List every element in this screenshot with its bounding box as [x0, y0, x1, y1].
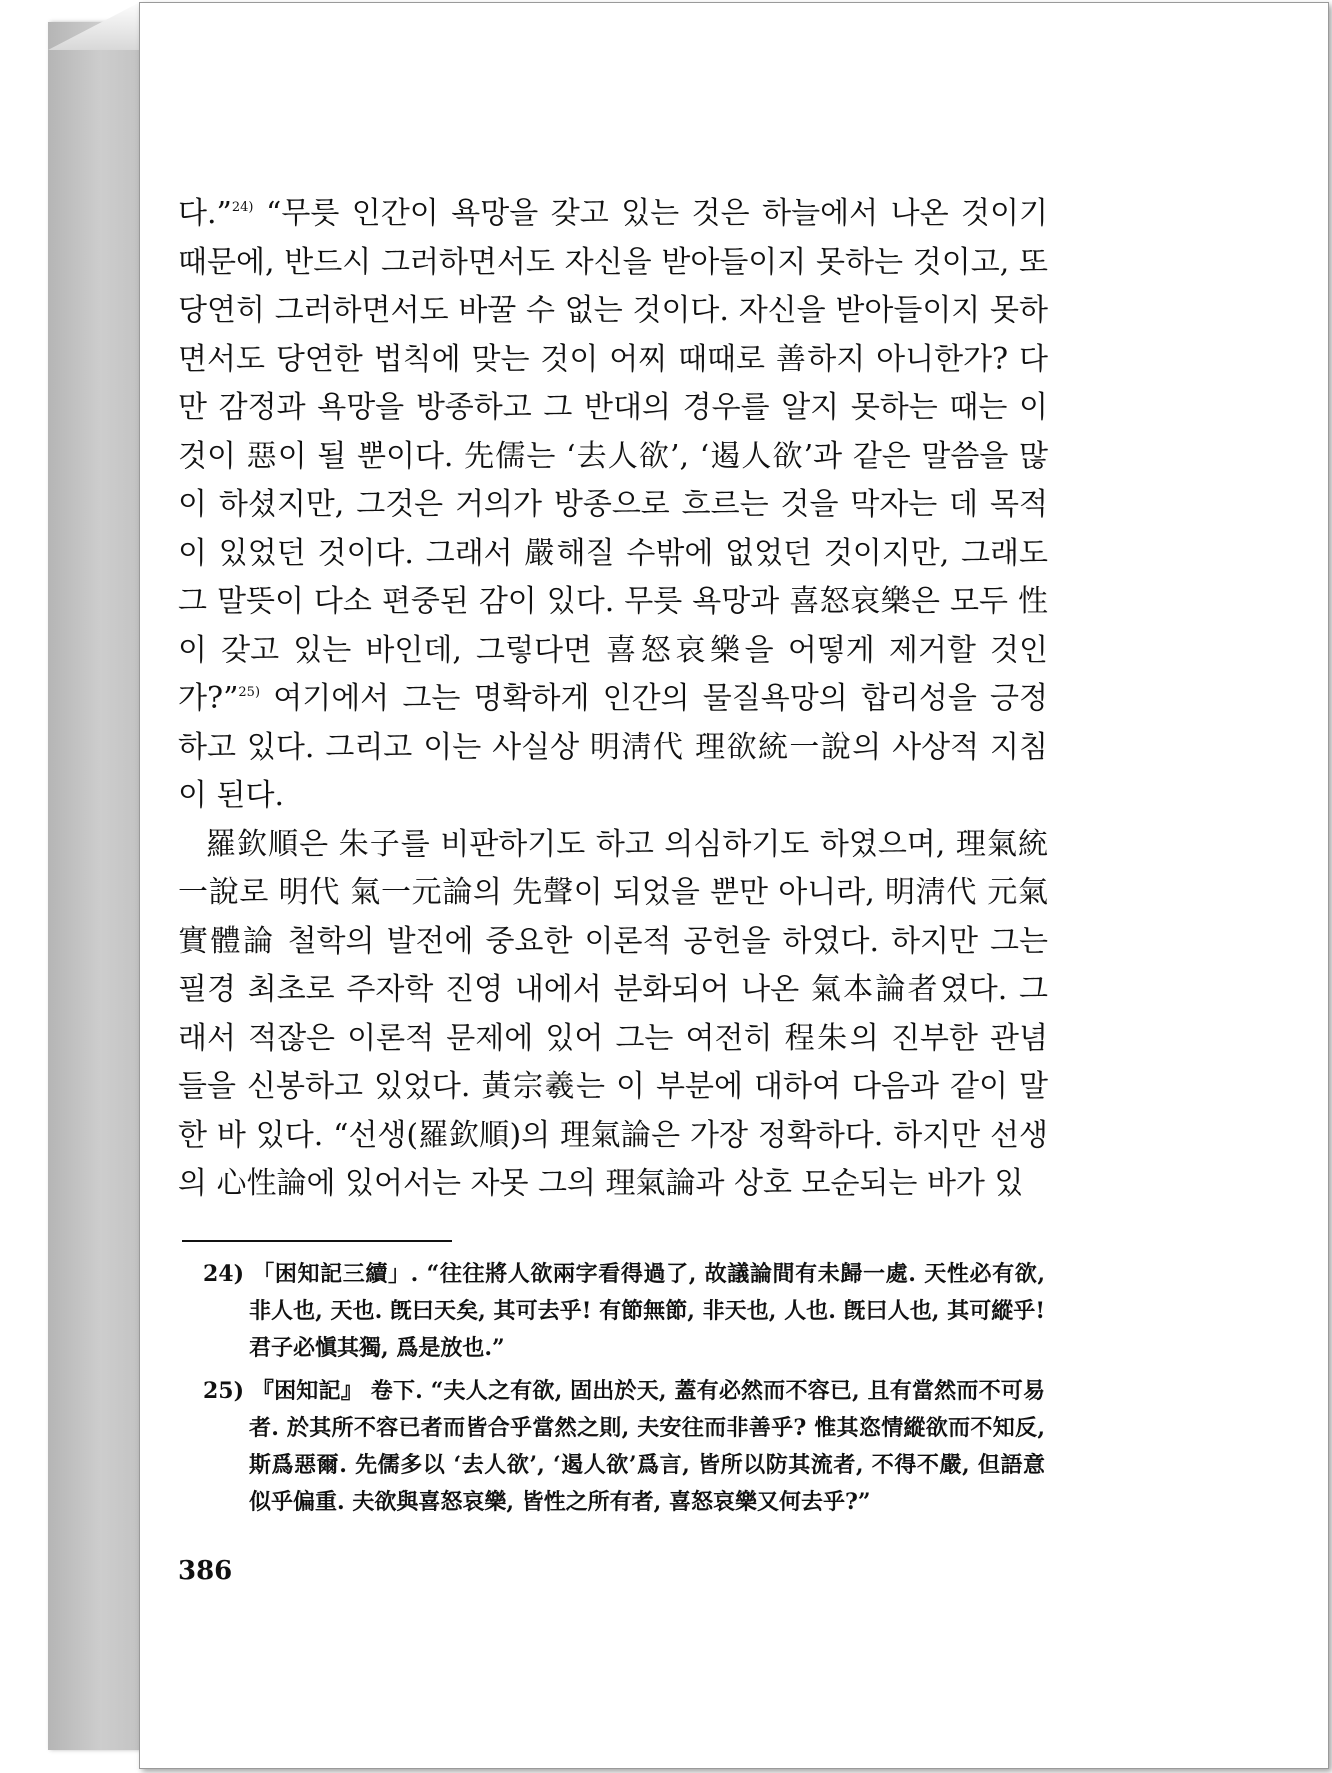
footnote-ref-25[interactable]: 25): [238, 685, 261, 700]
paragraph-1: [178, 190, 1048, 821]
footnote-divider: [182, 1240, 452, 1242]
page-number: 386: [178, 1556, 233, 1586]
para1-part-1: 다.”: [178, 196, 232, 231]
footnote-ref-24[interactable]: 24): [231, 200, 254, 215]
footnotes: [203, 1256, 1045, 1527]
paragraph-2: 羅欽順은 朱子를 비판하기도 하고 의심하기도 하였으며, 理氣統一說로 明代 氣一元論의 先聲이 되었을 뿐만 아니라, 明淸代 元氣實體論 철학의 발전에 중요한 이론적 공헌을 하였다. 하지만 그는 필경 최초로 주자학 진영 내에서 분화되어 나온 氣本論者였다. 그래서 적잖은 이론적 문제에 있어 그는 여전히 程朱의 진부한 관념들을 신봉하고 있었다. 黃宗羲는 이 부분에 대하여 다음과 같이 말한 바 있다. “선생(羅欽順)의 理氣論은 가장 정확하다. 하지만 선생의 心性論에 있어서는 자못 그의 理氣論과 상호 모순되는 바가 있: [178, 826, 1048, 1201]
footnote-24: 24) 「困知記三續」. “往往將人欲兩字看得過了, 故議論間有未歸一處. 天性必有欲, 非人也, 天也. 旣曰天矣, 其可去乎! 有節無節, 非天也, 人也. 旣曰人也, 其可縱乎! 君子必愼其獨, 爲是放也.”: [203, 1261, 1045, 1361]
main-body-text: [178, 190, 1048, 1209]
para1-part-3: 여기에서 그는 명확하게 인간의 물질욕망의 합리성을 긍정하고 있다. 그리고 이는 사실상 明淸代 理欲統一說의 사상적 지침이 된다.: [178, 681, 1048, 813]
para1-part-2: “무릇 인간이 욕망을 갖고 있는 것은 하늘에서 나온 것이기 때문에, 반드시 그러하면서도 자신을 받아들이지 못하는 것이고, 또 당연히 그러하면서도 바꿀 수 없는 것이다. 자신을 받아들이지 못하면서도 당연한 법칙에 맞는 것이 어찌 때때로 善하지 아니한가? 다만 감정과 욕망을 방종하고 그 반대의 경우를 알지 못하는 때는 이것이 惡이 될 뿐이다. 先儒는 ‘去人欲’, ‘遏人欲’과 같은 말씀을 많이 하셨지만, 그것은 거의가 방종으로 흐르는 것을 막자는 데 목적이 있었던 것이다. 그래서 嚴해질 수밖에 없었던 것이지만, 그래도 그 말뜻이 다소 편중된 감이 있다. 무릇 욕망과 喜怒哀樂은 모두 性이 갖고 있는 바인데, 그렇다면 喜怒哀樂을 어떻게 제거할 것인가?”: [178, 196, 1048, 716]
book-spine: [48, 22, 144, 1750]
footnote-25: 25) 『困知記』 卷下. “夫人之有欲, 固出於天, 蓋有必然而不容已, 且有當然而不可易者. 於其所不容已者而皆合乎當然之則, 夫安往而非善乎? 惟其恣情縱欲而不知反, 斯爲惡爾. 先儒多以 ‘去人欲’, ‘遏人欲’爲言, 皆所以防其流者, 不得不嚴, 但語意似乎偏重. 夫欲與喜怒哀樂, 皆性之所有者, 喜怒哀樂又何去乎?”: [203, 1378, 1045, 1515]
